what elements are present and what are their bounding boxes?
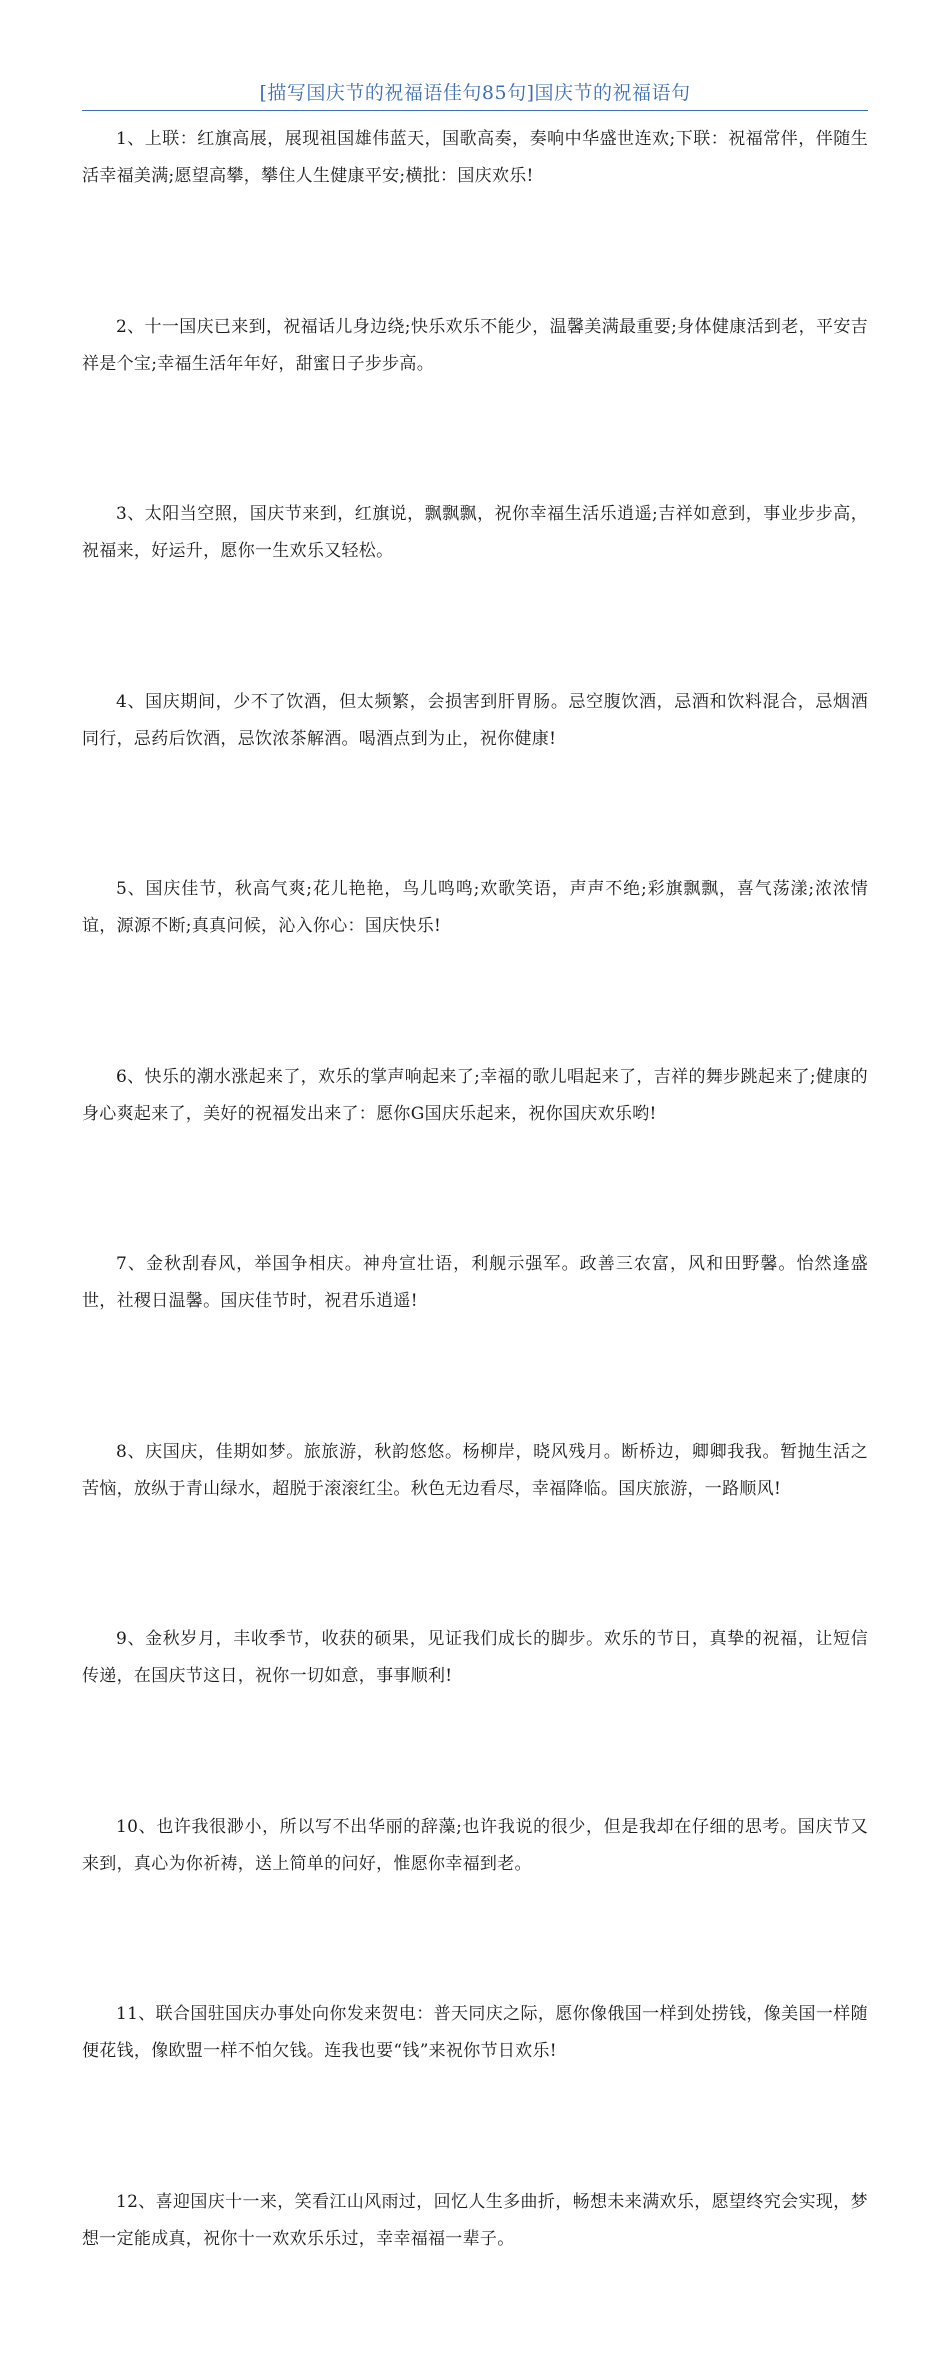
blessing-entry-11: 11、联合国驻国庆办事处向你发来贺电：普天同庆之际，愿你像俄国一样到处捞钱，像美国一样随便花钱，像欧盟一样不怕欠钱。连我也要“钱”来祝你节日欢乐! (82, 1996, 868, 2184)
blessing-entry-10: 10、也许我很渺小，所以写不出华丽的辞藻;也许我说的很少，但是我却在仔细的思考。国庆节又来到，真心为你祈祷，送上简单的问好，惟愿你幸福到老。 (82, 1809, 868, 1997)
blessing-entry-5: 5、国庆佳节，秋高气爽;花儿艳艳，鸟儿鸣鸣;欢歌笑语，声声不绝;彩旗飘飘，喜气荡漾;浓浓情谊，源源不断;真真问候，沁入你心：国庆快乐! (82, 871, 868, 1059)
blessing-list (82, 121, 868, 2371)
document-title: [描写国庆节的祝福语佳句85句]国庆节的祝福语句 (82, 78, 868, 108)
blessing-entry-3: 3、太阳当空照，国庆节来到，红旗说，飘飘飘，祝你幸福生活乐逍遥;吉祥如意到，事业步步高，祝福来，好运升，愿你一生欢乐又轻松。 (82, 496, 868, 684)
blessing-entry-4: 4、国庆期间，少不了饮酒，但太频繁，会损害到肝胃肠。忌空腹饮酒，忌酒和饮料混合，忌烟酒同行，忌药后饮酒，忌饮浓茶解酒。喝酒点到为止，祝你健康! (82, 684, 868, 872)
blessing-entry-8: 8、庆国庆，佳期如梦。旅旅游，秋韵悠悠。杨柳岸，晓风残月。断桥边，卿卿我我。暂抛生活之苦恼，放纵于青山绿水，超脱于滚滚红尘。秋色无边看尽，幸福降临。国庆旅游，一路顺风! (82, 1434, 868, 1622)
blessing-entry-12: 12、喜迎国庆十一来，笑看江山风雨过，回忆人生多曲折，畅想未来满欢乐，愿望终究会实现，梦想一定能成真，祝你十一欢欢乐乐过，幸幸福福一辈子。 (82, 2184, 868, 2371)
blessing-entry-7: 7、金秋刮春风，举国争相庆。神舟宣壮语，利舰示强军。政善三农富，风和田野馨。怡然逢盛世，社稷日温馨。国庆佳节时，祝君乐逍遥! (82, 1246, 868, 1434)
title-underline (82, 110, 868, 111)
blessing-entry-1: 1、上联：红旗高展，展现祖国雄伟蓝天，国歌高奏，奏响中华盛世连欢;下联：祝福常伴，伴随生活幸福美满;愿望高攀，攀住人生健康平安;横批：国庆欢乐! (82, 121, 868, 309)
blessing-entry-6: 6、快乐的潮水涨起来了，欢乐的掌声响起来了;幸福的歌儿唱起来了，吉祥的舞步跳起来了;健康的身心爽起来了，美好的祝福发出来了：愿你G国庆乐起来，祝你国庆欢乐哟! (82, 1059, 868, 1247)
blessing-entry-2: 2、十一国庆已来到，祝福话儿身边绕;快乐欢乐不能少，温馨美满最重要;身体健康活到老，平安吉祥是个宝;幸福生活年年好，甜蜜日子步步高。 (82, 309, 868, 497)
blessing-entry-9: 9、金秋岁月，丰收季节，收获的硕果，见证我们成长的脚步。欢乐的节日，真挚的祝福，让短信传递，在国庆节这日，祝你一切如意，事事顺利! (82, 1621, 868, 1809)
